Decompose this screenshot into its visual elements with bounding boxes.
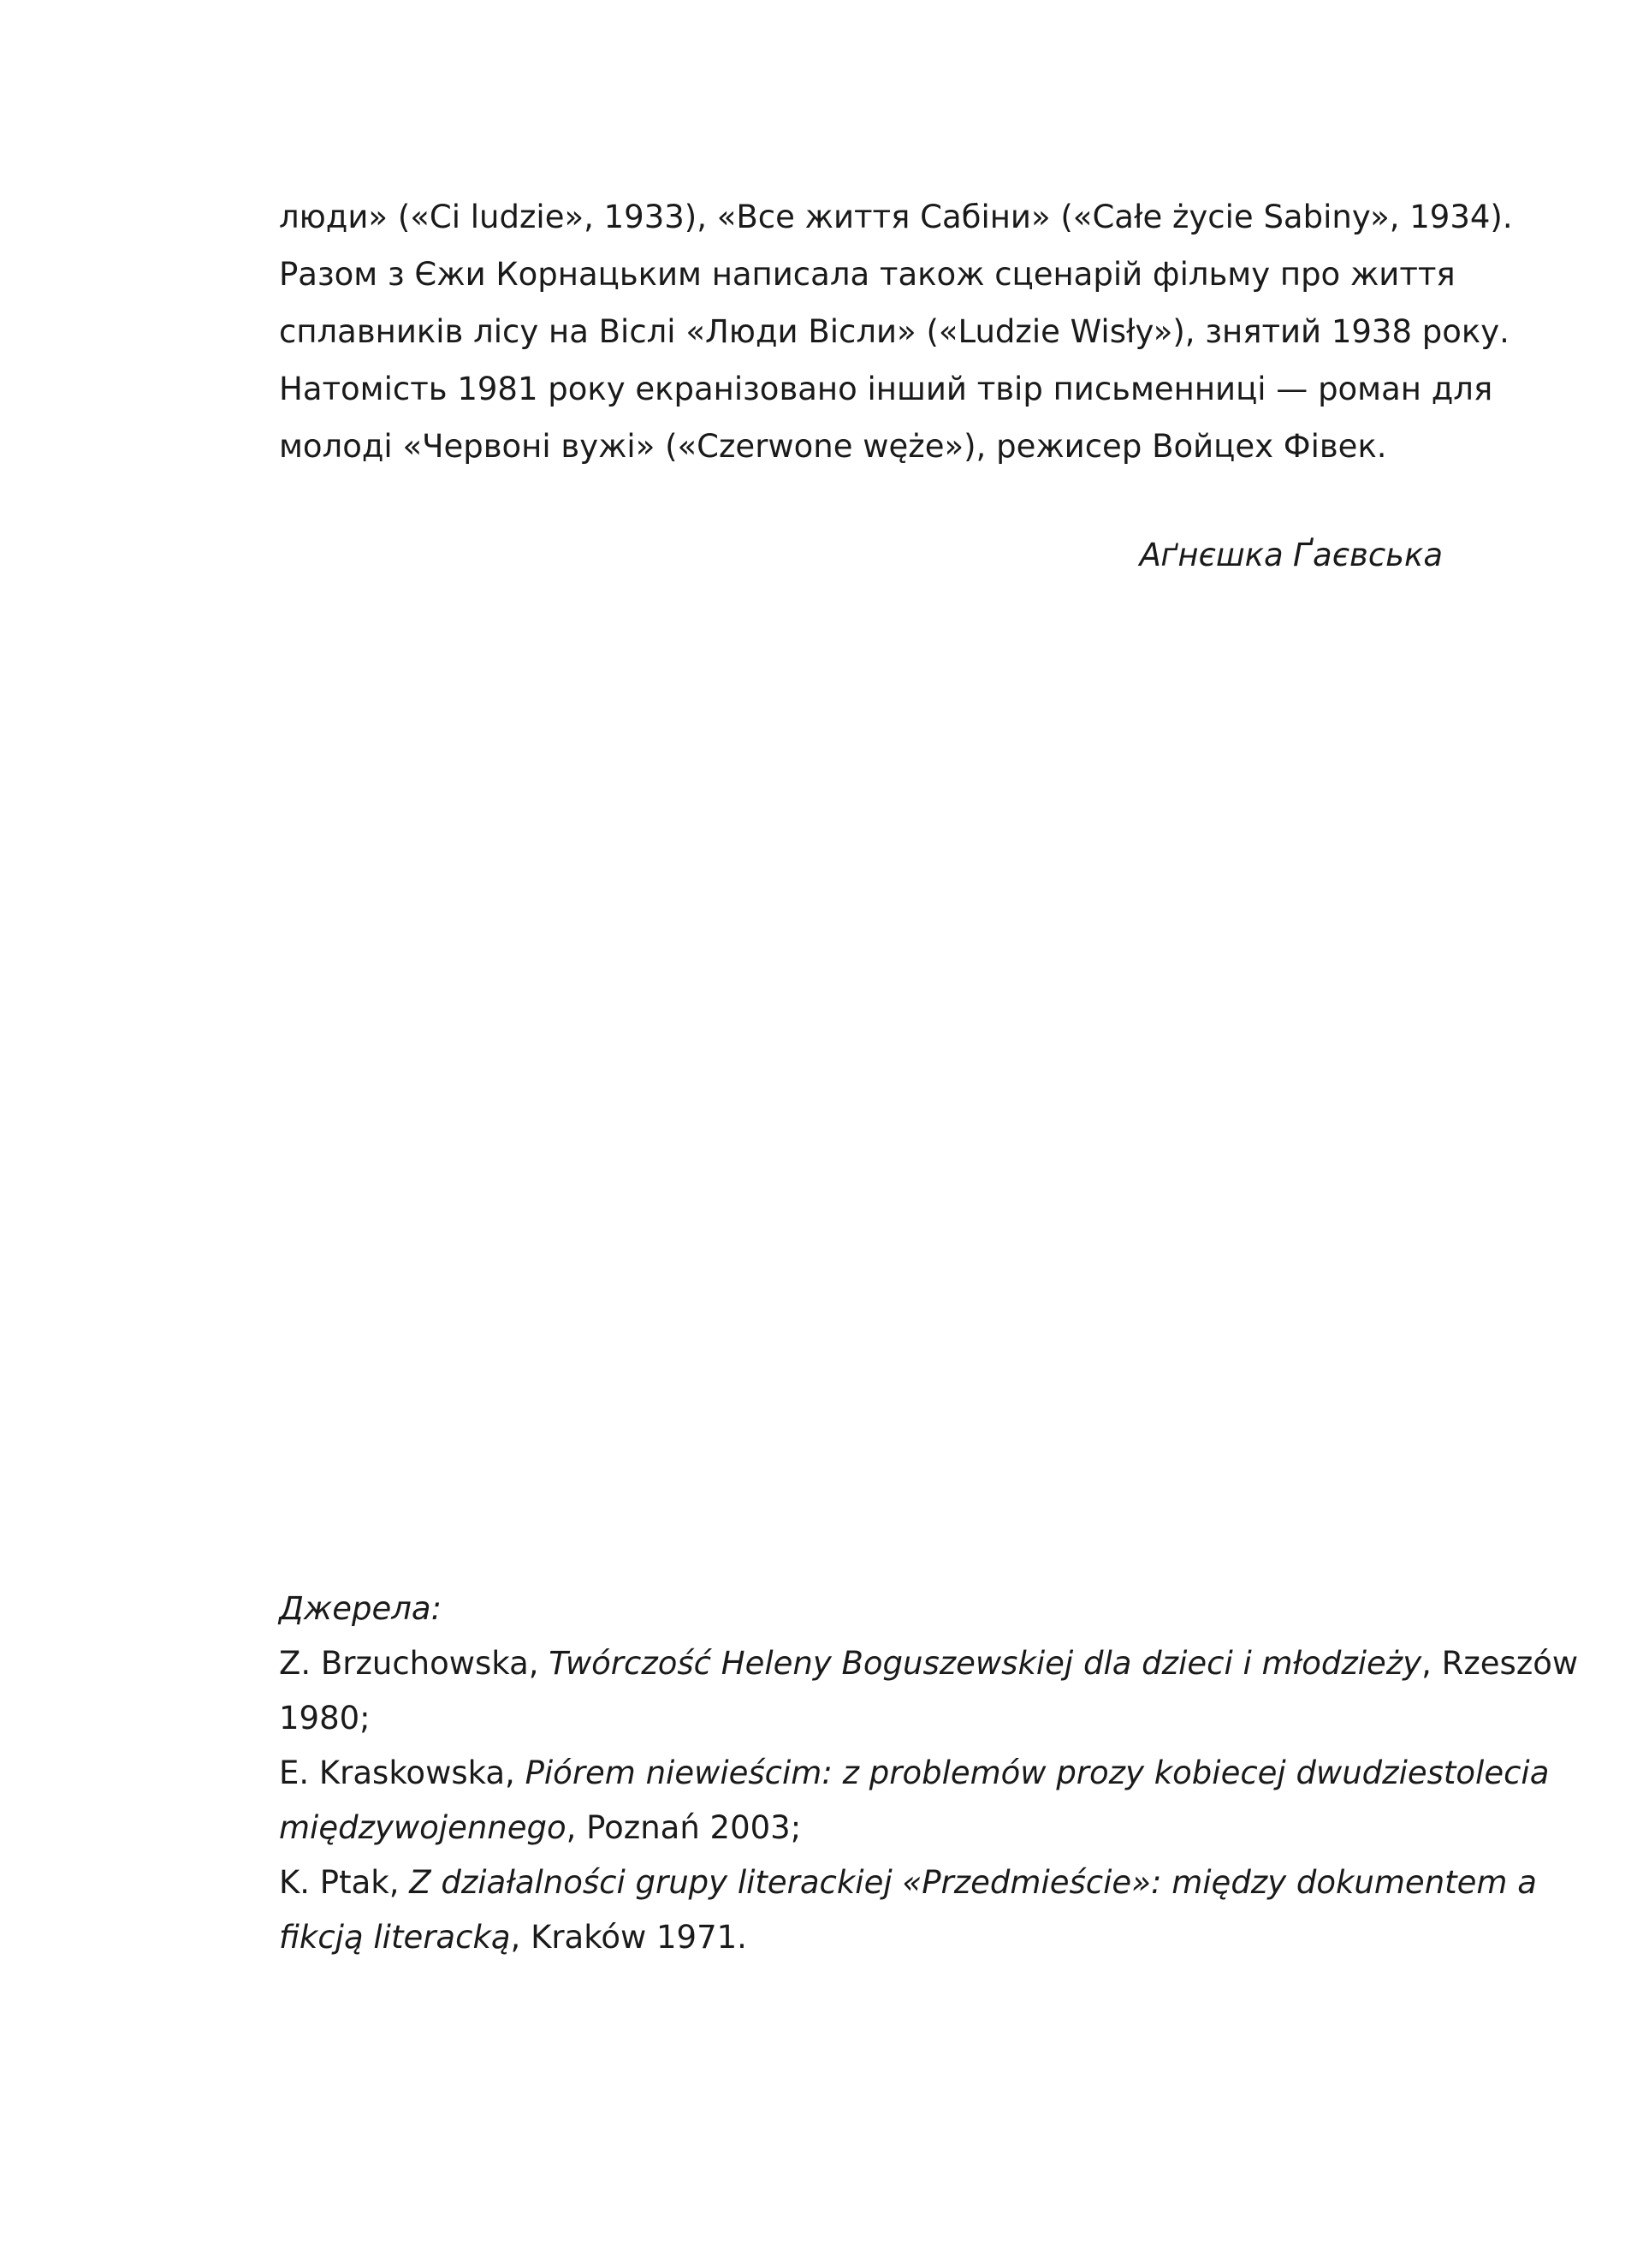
body-paragraph xyxy=(279,188,1513,475)
source-publication: , Rzeszów xyxy=(1421,1645,1579,1682)
author-signature: Аґнєшка Ґаєвська xyxy=(1139,537,1443,573)
source-publication: , Poznań 2003; xyxy=(566,1809,802,1846)
source-year: 1980; xyxy=(279,1700,371,1737)
source-entry-1-line-2 xyxy=(279,1691,1443,1746)
body-line: сплавників лісу на Віслі «Люди Вісли» («Ludzie Wisły»), знятий 1938 року. xyxy=(279,313,1510,350)
source-entry-2-line-2 xyxy=(279,1801,1443,1855)
body-line: Разом з Єжи Корнацьким написала також сценарій фільму про життя xyxy=(279,256,1456,293)
source-author: Z. Brzuchowska, xyxy=(279,1645,549,1682)
source-entry-2-line-1 xyxy=(279,1746,1550,1801)
source-title-continued: międzywojennego xyxy=(279,1809,566,1846)
source-title: Piórem niewieścim: z problemów prozy kobiecej dwudziestolecia xyxy=(525,1754,1550,1791)
body-line: люди» («Ci ludzie», 1933), «Все життя Сабіни» («Całe życie Sabiny», 1934). xyxy=(279,199,1513,235)
source-author: E. Kraskowska, xyxy=(279,1754,525,1791)
body-line: молоді «Червоні вужі» («Czerwone węże»), режисер Войцех Фівек. xyxy=(279,428,1387,465)
source-author: K. Ptak, xyxy=(279,1864,410,1901)
source-title: Twórczość Heleny Boguszewskiej dla dzieci i młodzieży xyxy=(549,1645,1422,1682)
sources-section xyxy=(279,1582,1579,1965)
source-entry-1-line-1 xyxy=(279,1636,1579,1691)
source-publication: , Kraków 1971. xyxy=(510,1919,747,1956)
sources-heading: Джерела: xyxy=(279,1590,442,1627)
source-entry-3-line-1 xyxy=(279,1855,1537,1910)
body-line: Натомість 1981 року екранізовано інший твір письменниці — роман для xyxy=(279,371,1493,407)
source-title: Z działalności grupy literackiej «Przedmieście»: między dokumentem a xyxy=(409,1864,1537,1901)
source-entry-3-line-2 xyxy=(279,1910,1443,1965)
source-title-continued: fikcją literacką xyxy=(279,1919,511,1956)
